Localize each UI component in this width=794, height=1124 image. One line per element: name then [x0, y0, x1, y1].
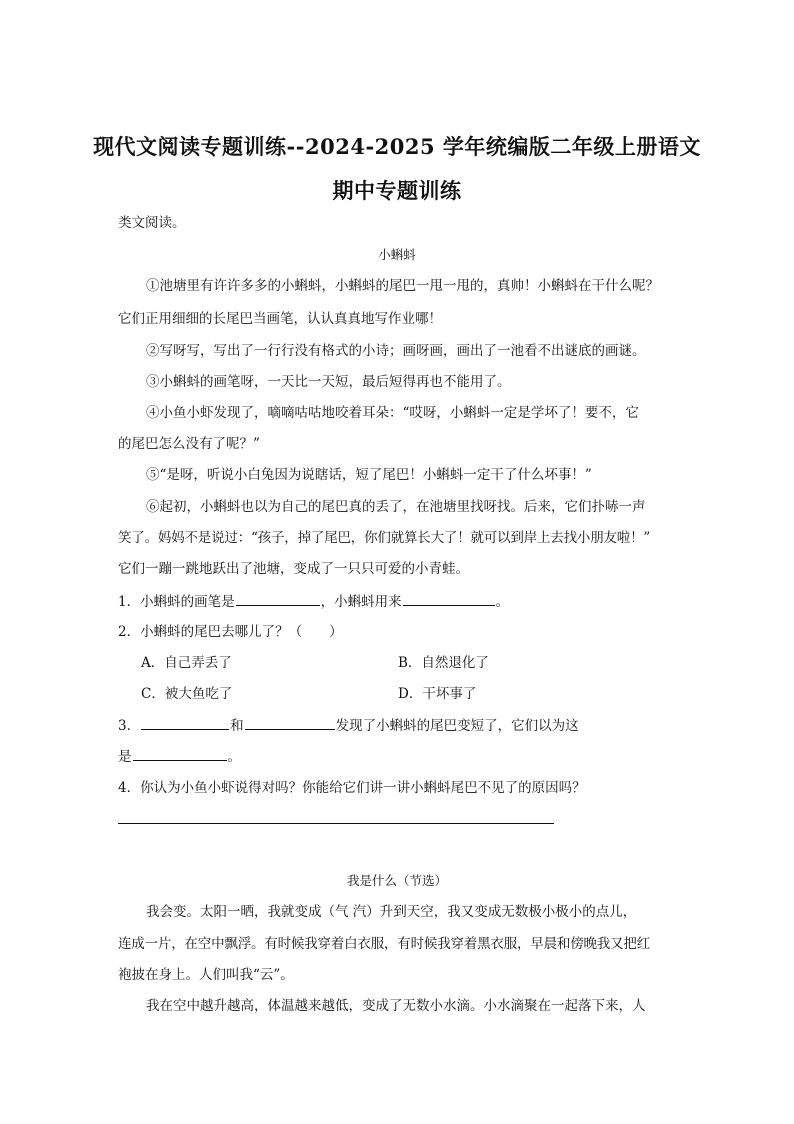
- answer-blank[interactable]: [245, 715, 335, 730]
- answer-blank[interactable]: [236, 591, 320, 606]
- passage-2-title: 我是什么（节选）: [346, 873, 447, 888]
- section-intro: 类文阅读。: [118, 215, 186, 231]
- passage-2-line: 我会变。太阳一晒，我就变成（气 汽）升到天空，我又变成无数极小极小的点儿，: [146, 904, 637, 920]
- option-b[interactable]: B．自然退化了: [398, 655, 489, 671]
- passage-2-line: 连成一片，在空中飘浮。有时候我穿着白衣服，有时候我穿着黑衣服，早晨和傍晚我又把红: [118, 936, 650, 952]
- document-title-line-2: 期中专题训练: [332, 178, 462, 203]
- question-1: [118, 591, 678, 612]
- question-3: [118, 715, 678, 736]
- question-3-text: 发现了小蝌蚪的尾巴变短了，它们以为这: [335, 718, 579, 734]
- passage-2-line: 袍披在身上。人们叫我“云”。: [118, 967, 294, 983]
- answer-blank[interactable]: [403, 591, 495, 606]
- question-1-text: 。: [495, 594, 510, 610]
- question-3-text: 是: [118, 749, 132, 765]
- question-1-text: ，小蝌蚪用来: [320, 594, 402, 610]
- answer-blank[interactable]: [133, 746, 227, 761]
- passage-1-line: ①池塘里有许许多多的小蝌蚪，小蝌蚪的尾巴一甩一甩的，真帅！小蝌蚪在干什么呢？: [146, 278, 659, 294]
- passage-1-line: 它们一蹦一跳地跃出了池塘，变成了一只只可爱的小青蛙。: [118, 561, 469, 577]
- passage-1-line: ⑥起初，小蝌蚪也以为自己的尾巴真的丢了，在池塘里找呀找。后来，它们扑哧一声: [146, 499, 646, 515]
- passage-1-title: 小蝌蚪: [378, 247, 416, 262]
- question-3-text: 3．: [118, 718, 141, 734]
- passage-2-line: 我在空中越升越高，体温越来越低，变成了无数小水滴。小水滴聚在一起落下来，人: [146, 998, 646, 1014]
- question-3-continued: [118, 746, 678, 767]
- passage-1-line: 它们正用细细的长尾巴当画笔，认认真真地写作业哪！: [118, 311, 442, 327]
- passage-1-line: ②写呀写，写出了一行行没有格式的小诗；画呀画，画出了一池看不出谜底的画谜。: [146, 343, 646, 359]
- passage-1-line: ③小蝌蚪的画笔呀，一天比一天短，最后短得再也不能用了。: [146, 374, 511, 390]
- question-2: 2．小蝌蚪的尾巴去哪儿了？（ ）: [118, 624, 343, 640]
- document-title-line-1: 现代文阅读专题训练--2024-2025 学年统编版二年级上册语文: [93, 134, 701, 159]
- answer-line[interactable]: [118, 823, 554, 824]
- question-1-text: 1．小蝌蚪的画笔是: [118, 594, 235, 610]
- passage-1-line: 笑了。妈妈不是说过：“孩子，掉了尾巴，你们就算长大了！就可以到岸上去找小朋友啦！”: [118, 530, 651, 546]
- passage-1-line: ④小鱼小虾发现了，嘀嘀咕咕地咬着耳朵：“哎呀，小蝌蚪一定是学坏了！要不，它: [146, 405, 639, 421]
- option-c[interactable]: C．被大鱼吃了: [141, 686, 233, 702]
- answer-blank[interactable]: [141, 715, 229, 730]
- passage-1-line: ⑤“是呀，听说小白兔因为说瞎话，短了尾巴！小蝌蚪一定干了什么坏事！”: [146, 467, 592, 483]
- option-a[interactable]: A．自己弄丢了: [141, 655, 232, 671]
- option-d[interactable]: D．干坏事了: [398, 686, 477, 702]
- passage-1-line: 的尾巴怎么没有了呢？”: [118, 436, 260, 452]
- question-3-text: 和: [230, 718, 244, 734]
- question-4: 4．你认为小鱼小虾说得对吗？你能给它们讲一讲小蝌蚪尾巴不见了的原因吗？: [118, 780, 586, 796]
- question-3-text: 。: [227, 749, 241, 765]
